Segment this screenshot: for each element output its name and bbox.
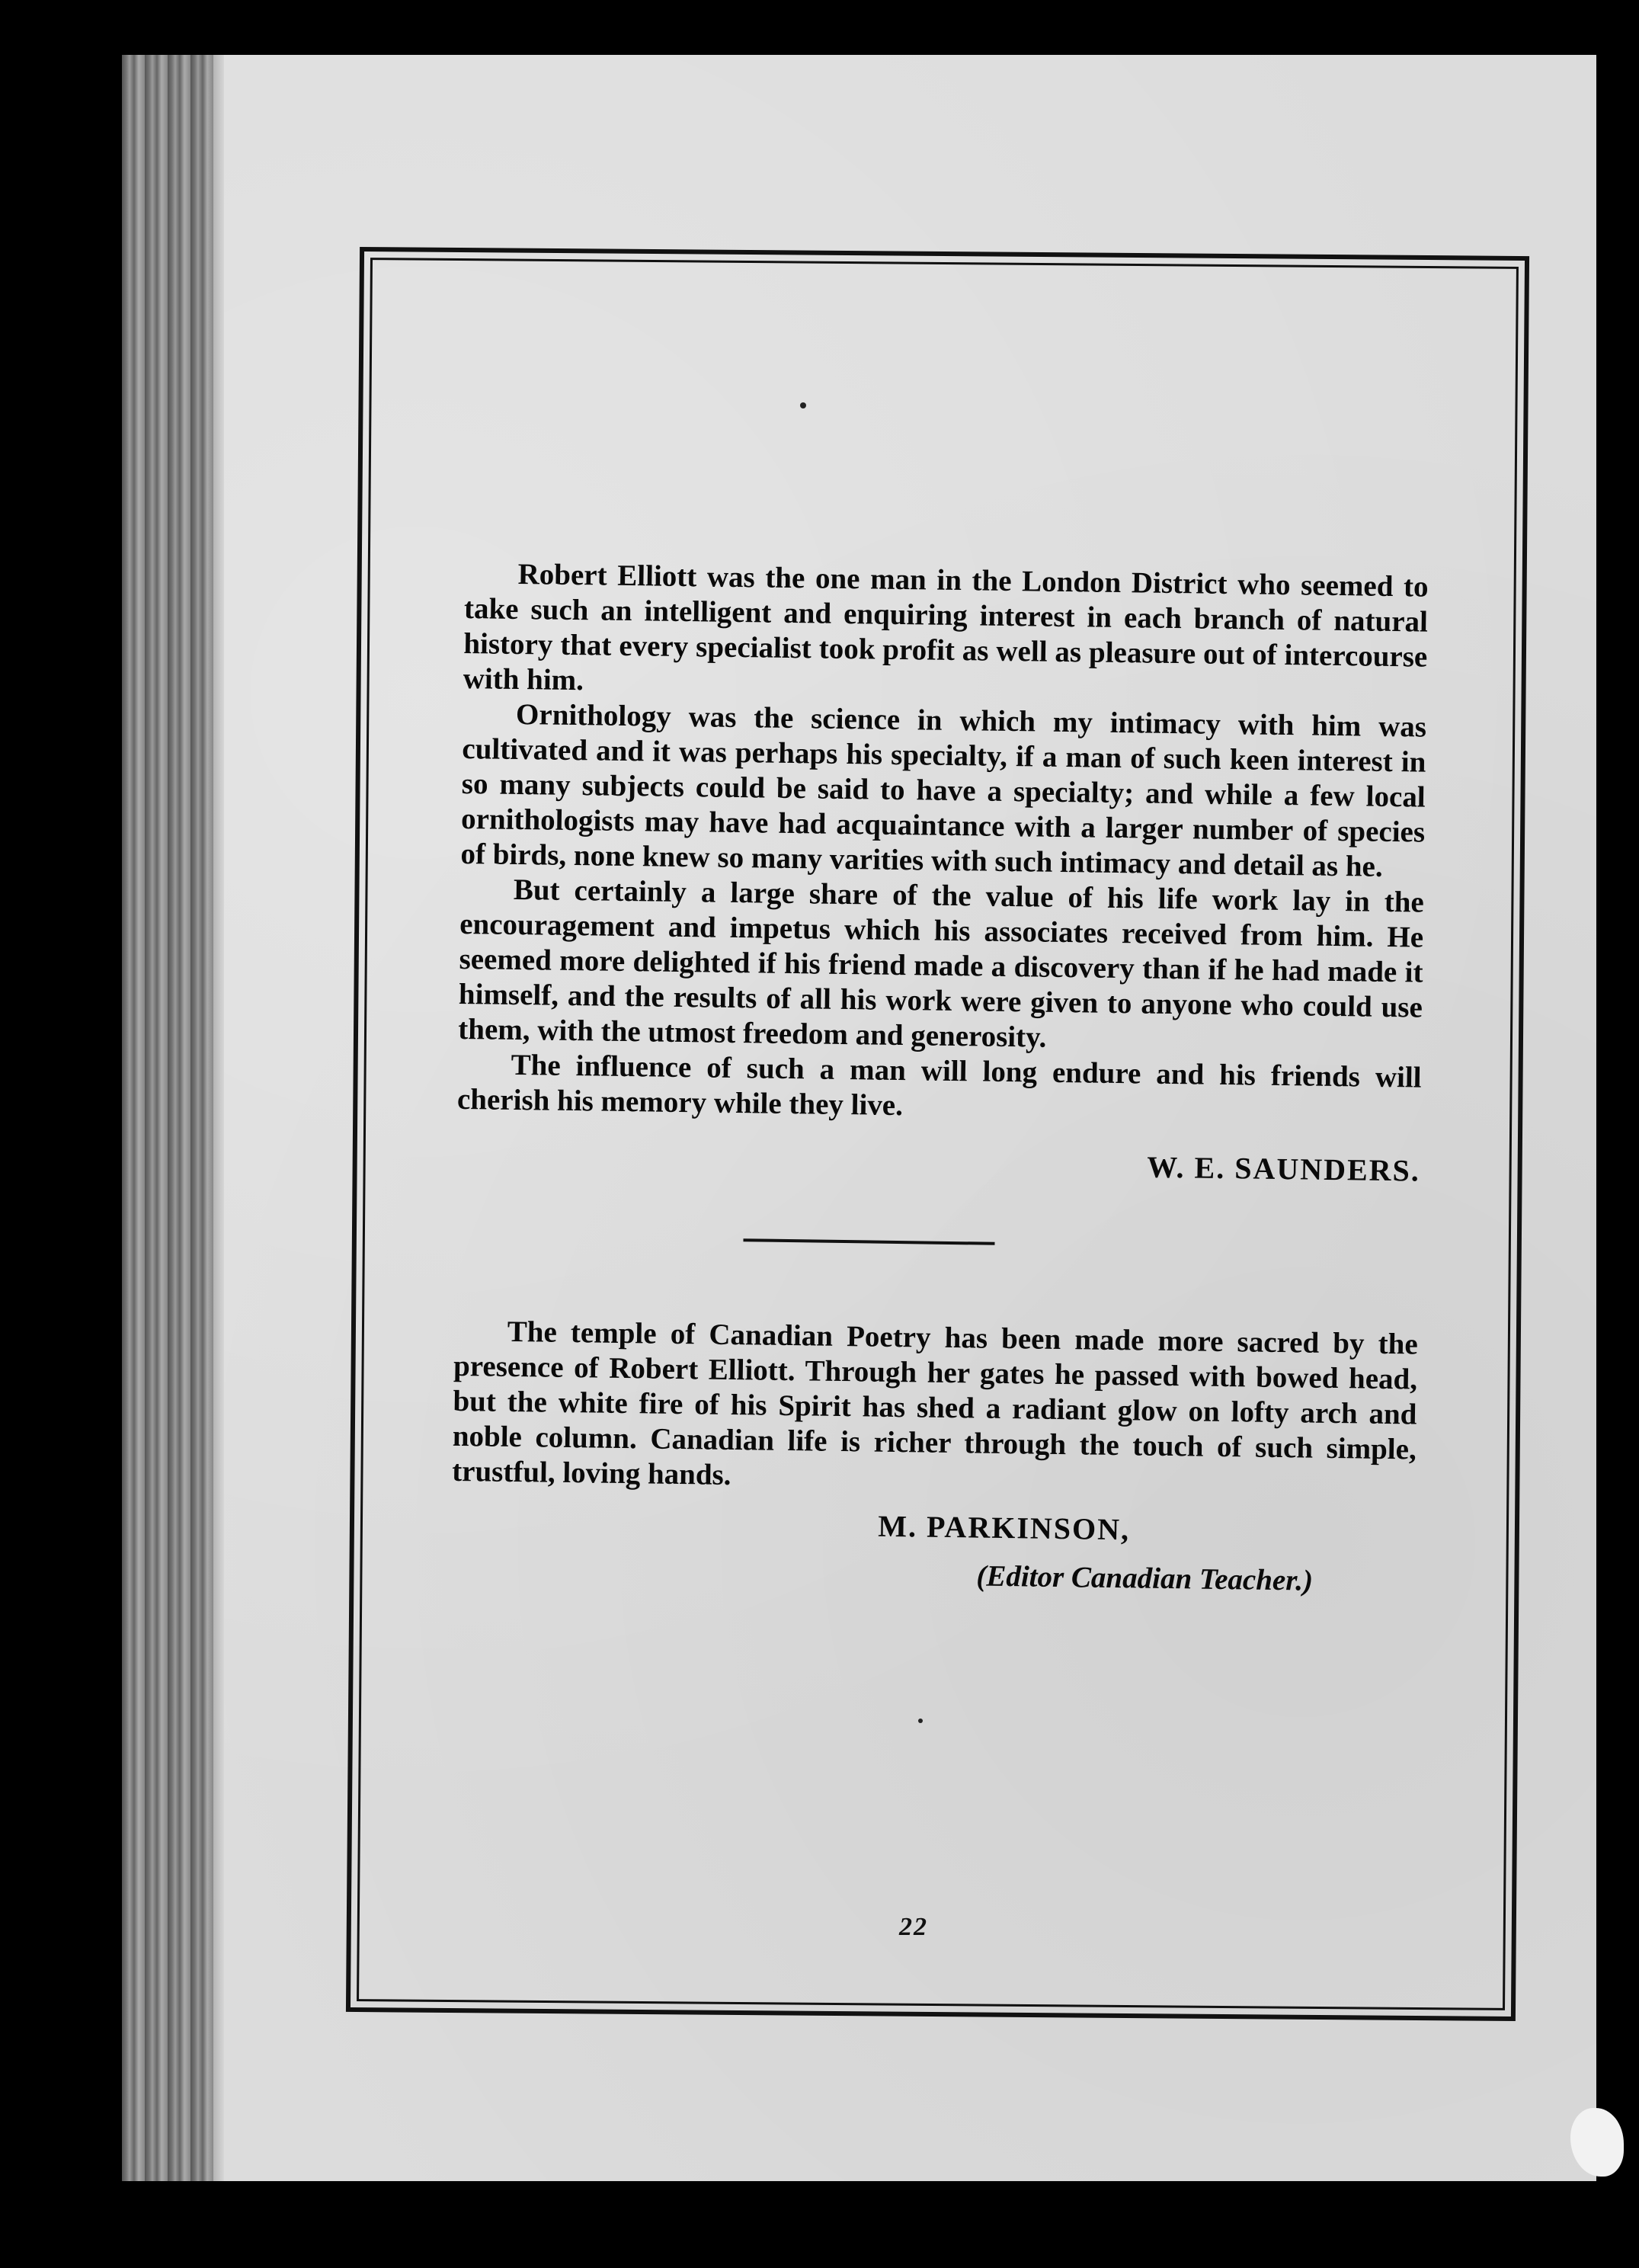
signature-parkinson-role: (Editor Canadian Teacher.) — [976, 1559, 1314, 1597]
paragraph: Robert Elliott was the one man in the London District who seemed to take such an intelligent and enquiring interest in each branch of natural history that every specialist took profit as well as pleasure out of intercourse with him. — [463, 557, 1429, 697]
paragraph: But certainly a large share of the value of his life work lay in the encouragement and impetus which his associates received from him. He seemed more delighted if his friend made a discovery than if he had made it himself, and the results of all his work were given to anyone who could use them, with the utmost freedom and generosity. — [458, 873, 1425, 1054]
signature-parkinson-block — [450, 1503, 1415, 1600]
page-gutter — [213, 55, 224, 2181]
ink-speck — [800, 402, 806, 408]
signature-parkinson-name: M. PARKINSON, — [877, 1508, 1131, 1547]
section-divider — [743, 1238, 994, 1245]
document-body — [450, 556, 1429, 1600]
paragraph: Ornithology was the science in which my intimacy with him was cultivated and it was perhaps his specialty, if a man of such keen interest in so many subjects could be said to have a specialty; and while a few local ornithologists may have had acquaintance with a larger number of species of birds, none knew so many varities with such intimacy and detail as he. — [460, 697, 1427, 883]
ink-speck — [918, 1719, 923, 1723]
paragraph: The influence of such a man will long endure and his friends will cherish his memory while they live. — [456, 1048, 1422, 1123]
page-number: 22 — [899, 1913, 928, 1941]
signature-saunders: W. E. SAUNDERS. — [1146, 1149, 1421, 1188]
book-binding — [122, 55, 213, 2181]
paragraph: The temple of Canadian Poetry has been made more sacred by the presence of Robert Elliott. Through her gates he passed with bowed head, but the white fire of his Spirit has shed a radiant glow on lofty arch and noble column. Canadian life is richer through the touch of such simple, trustful, loving hands. — [451, 1315, 1418, 1491]
